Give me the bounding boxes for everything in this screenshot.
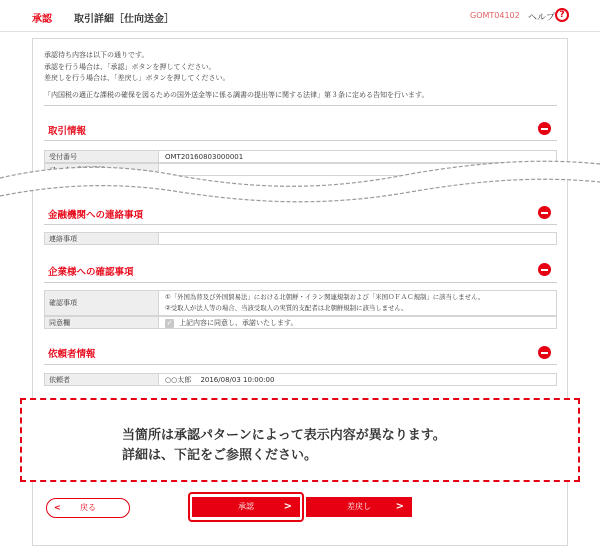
divider	[44, 224, 557, 225]
table-row	[44, 290, 557, 316]
collapse-icon[interactable]	[538, 346, 551, 359]
notice-line: 当箇所は承認パターンによって表示内容が異なります。	[122, 428, 446, 443]
collapse-icon[interactable]	[538, 263, 551, 276]
chevron-right-icon: >	[283, 501, 292, 512]
agree-text: 上記内容に同意し、承諾いたします。	[179, 319, 298, 327]
approve-button[interactable]	[192, 497, 300, 517]
collapse-icon[interactable]	[538, 206, 551, 219]
return-button[interactable]	[306, 497, 412, 517]
confirmation-line: ②受取人が法人等の場合、当該受取人の実質的支配者は北朝鮮規制に該当しません。	[165, 304, 408, 312]
row-label: 連絡事項	[45, 233, 159, 244]
table-row	[44, 232, 557, 245]
collapse-icon[interactable]	[538, 122, 551, 135]
mode-label: 承認	[32, 14, 52, 25]
row-label: 依頼者	[45, 374, 159, 385]
table-row	[44, 373, 557, 386]
section-title-bank-contact: 金融機関への連絡事項	[48, 210, 144, 221]
page-title: 取引詳細［仕向送金］	[74, 14, 174, 25]
back-button[interactable]	[46, 498, 130, 518]
header-bar	[0, 0, 600, 32]
row-label: 同意欄	[45, 317, 159, 328]
notice-callout	[20, 398, 580, 482]
help-icon[interactable]: ?	[555, 8, 569, 22]
divider	[44, 282, 557, 283]
divider	[44, 140, 557, 141]
table-row	[44, 316, 557, 329]
back-button-label: 戻る	[80, 503, 96, 512]
row-value: ○○太郎 2016/08/03 10:00:00	[165, 376, 275, 384]
section-title-requester: 依頼者情報	[48, 349, 96, 360]
agree-checkbox[interactable]: ✓	[166, 319, 173, 327]
row-label: 受付番号	[45, 151, 159, 162]
intro-line: 差戻しを行う場合は、「差戻し」ボタンを押してください。	[44, 74, 230, 82]
chevron-right-icon: >	[395, 501, 404, 512]
notice-line: 詳細は、下記をご参照ください。	[122, 448, 318, 463]
row-label: 確認事項	[45, 291, 159, 315]
chevron-left-icon: <	[54, 503, 61, 512]
help-link[interactable]: ヘルプ	[528, 13, 556, 23]
intro-line: 承認を行う場合は、「承認」ボタンを押してください。	[44, 62, 216, 71]
confirmation-line: ①「外国為替及び外国貿易法」における北朝鮮・イラン関連規制および「米国ＯＦＡＣ規制」に該当しません。	[165, 293, 485, 301]
intro-line: 承認待ち内容は以下の通りです。	[44, 51, 149, 59]
divider	[44, 364, 557, 365]
intro-text	[44, 50, 554, 85]
page-break-wave	[0, 150, 600, 208]
section-title-transaction: 取引情報	[48, 126, 87, 137]
section-title-confirmation: 企業様への確認事項	[48, 267, 134, 278]
row-value: OMT20160803000001	[165, 153, 244, 161]
approve-button-label: 承認	[238, 502, 254, 511]
screen-code: GOMT04102	[470, 11, 520, 20]
legal-notice: 「内国税の適正な課税の確保を図るための国外送金等に係る調書の提出等に関する法律」第３条に定める告知を行います。	[44, 91, 429, 99]
return-button-label: 差戻し	[347, 502, 371, 511]
divider	[44, 105, 557, 106]
